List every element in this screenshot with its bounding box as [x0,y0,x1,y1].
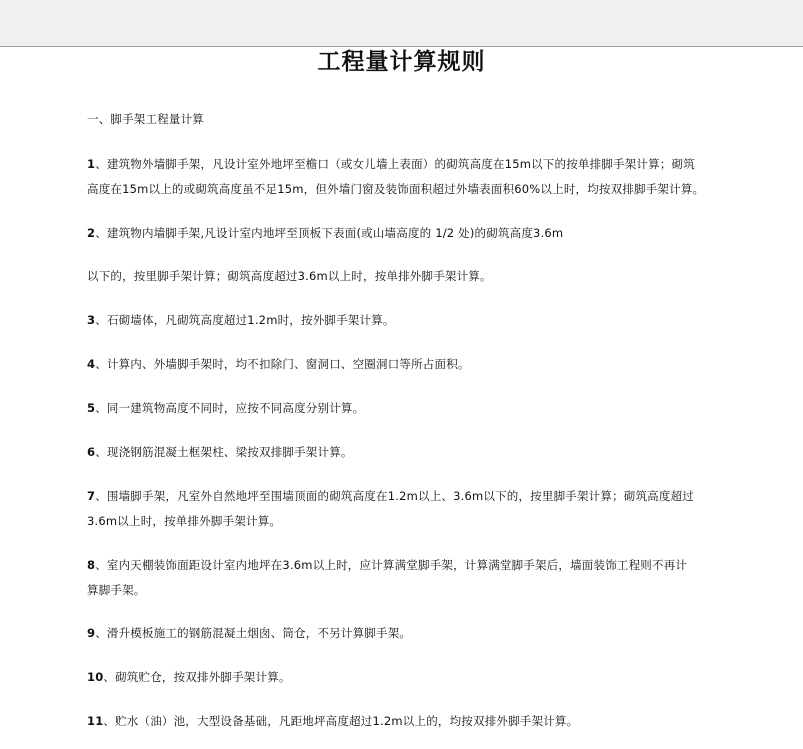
rule-number: 2 [87,226,96,240]
rule-text: 、石砌墙体，凡砌筑高度超过1.2m时，按外脚手架计算。 [95,313,395,327]
viewer-toolbar [0,0,803,47]
rule-item-9 [87,625,411,641]
rule-item-11 [87,713,578,729]
rule-text: 、滑升模板施工的钢筋混凝土烟囱、筒仓，不另计算脚手架。 [95,626,412,640]
document-page [0,47,803,749]
rule-item-1-line-2: 高度在15m以上的或砌筑高度虽不足15m，但外墙门窗及装饰面积超过外墙表面积60%以上时，均按双排脚手架计算。 [87,182,705,196]
rule-number: 5 [87,401,96,415]
rule-item-2-line-1 [87,225,563,241]
rule-number: 1 [87,157,96,171]
section-heading: 一、脚手架工程量计算 [87,112,204,126]
rule-item-1-line-1 [87,156,695,172]
rule-item-3 [87,312,395,328]
document-title: 工程量计算规则 [317,49,486,75]
rule-text: 、贮水（油）池，大型设备基础，凡距地坪高度超过1.2m以上的，均按双排外脚手架计算。 [103,714,579,728]
rule-text: 、围墙脚手架，凡室外自然地坪至围墙顶面的砌筑高度在1.2m以上、3.6m以下的，按里脚手架计算；砌筑高度超过 [95,489,694,503]
rule-number: 11 [87,714,104,728]
rule-item-6 [87,444,353,460]
rule-number: 6 [87,445,96,459]
rule-text: 、建筑物内墙脚手架,凡设计室内地坪至顶板下表面(或山墙高度的 1/2 处)的砌筑高度3.6m [95,226,564,240]
rule-text: 、室内天棚装饰面距设计室内地坪在3.6m以上时，应计算满堂脚手架，计算满堂脚手架后，墙面装饰工程则不再计 [95,558,688,572]
rule-text: 、计算内、外墙脚手架时，均不扣除门、窗洞口、空圈洞口等所占面积。 [95,357,470,371]
rule-number: 3 [87,313,96,327]
rule-item-5 [87,400,364,416]
rule-text: 、同一建筑物高度不同时，应按不同高度分别计算。 [95,401,365,415]
rule-text: 、建筑物外墙脚手架，凡设计室外地坪至檐口（或女儿墙上表面）的砌筑高度在15m以下的按单排脚手架计算；砌筑 [95,157,695,171]
rule-number: 9 [87,626,96,640]
rule-number: 8 [87,558,96,572]
rule-text: 、现浇钢筋混凝土框架柱、梁按双排脚手架计算。 [95,445,353,459]
rule-number: 4 [87,357,96,371]
rule-text: 、砌筑贮仓，按双排外脚手架计算。 [103,670,291,684]
rule-number: 10 [87,670,104,684]
rule-item-8-line-2: 算脚手架。 [87,583,146,597]
rule-item-4 [87,356,470,372]
rule-item-8-line-1 [87,557,687,573]
rule-item-2-line-2: 以下的，按里脚手架计算；砌筑高度超过3.6m以上时，按单排外脚手架计算。 [87,269,492,283]
rule-item-7-line-2: 3.6m以上时，按单排外脚手架计算。 [87,514,282,528]
rule-item-10 [87,669,291,685]
rule-number: 7 [87,489,96,503]
rule-item-7-line-1 [87,488,694,504]
